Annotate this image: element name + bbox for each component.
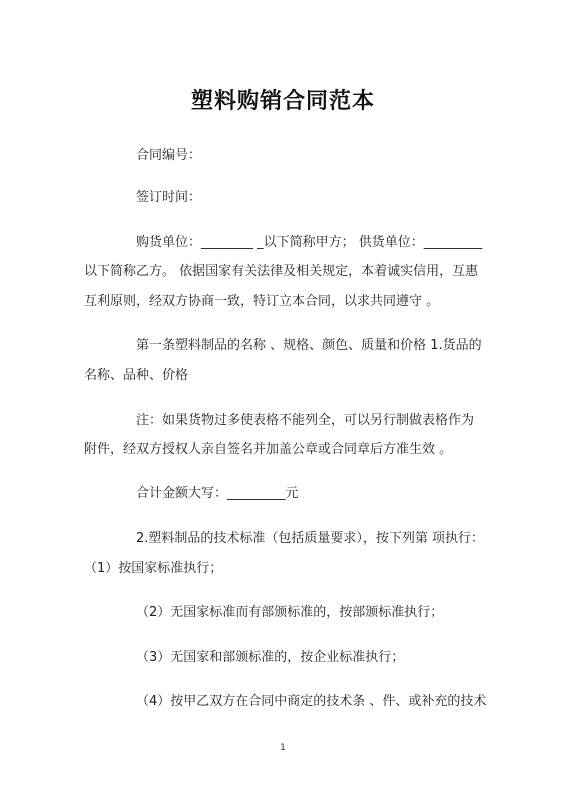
paragraph-line: 附件，经双方授权人亲自签名并加盖公章或合同章后方准生效 。	[84, 442, 453, 457]
list-item: （1）按国家标准执行；	[84, 561, 223, 576]
paragraph-line: 注：如果货物过多使表格不能列全，可以另行制做表格作为	[136, 413, 475, 428]
contract-number-label: 合同编号：	[136, 148, 202, 163]
paragraph-line: 购货单位：________ _以下简称甲方； 供货单位：_________	[136, 235, 483, 250]
list-item: （2）无国家标准而有部颁标准的，按部颁标准执行；	[136, 605, 444, 620]
total-amount-line: 合计金额大写：_________元	[136, 486, 299, 501]
paragraph-line: 2.塑料制品的技术标准（包括质量要求），按下列第 项执行：	[136, 531, 485, 546]
page-number: 1	[280, 743, 286, 753]
list-item: （3）无国家和部颁标准的，按企业标准执行；	[136, 650, 405, 665]
signing-time-label: 签订时间：	[136, 190, 202, 205]
paragraph-line: 以下简称乙方。 依据国家有关法律及相关规定，本着诚实信用，互惠	[84, 264, 479, 279]
document-title: 塑料购销合同范本	[190, 89, 375, 114]
list-item: （4）按甲乙双方在合同中商定的技术条 、件、或补充的技术	[136, 694, 487, 709]
paragraph-line: 名称、品种、价格	[84, 368, 189, 383]
paragraph-line: 互利原则，经双方协商一致，特订立本合同，以求共同遵守 。	[84, 294, 440, 309]
paragraph-line: 第一条塑料制品的名称 、规格、颜色、质量和价格 1.货品的	[136, 338, 482, 353]
